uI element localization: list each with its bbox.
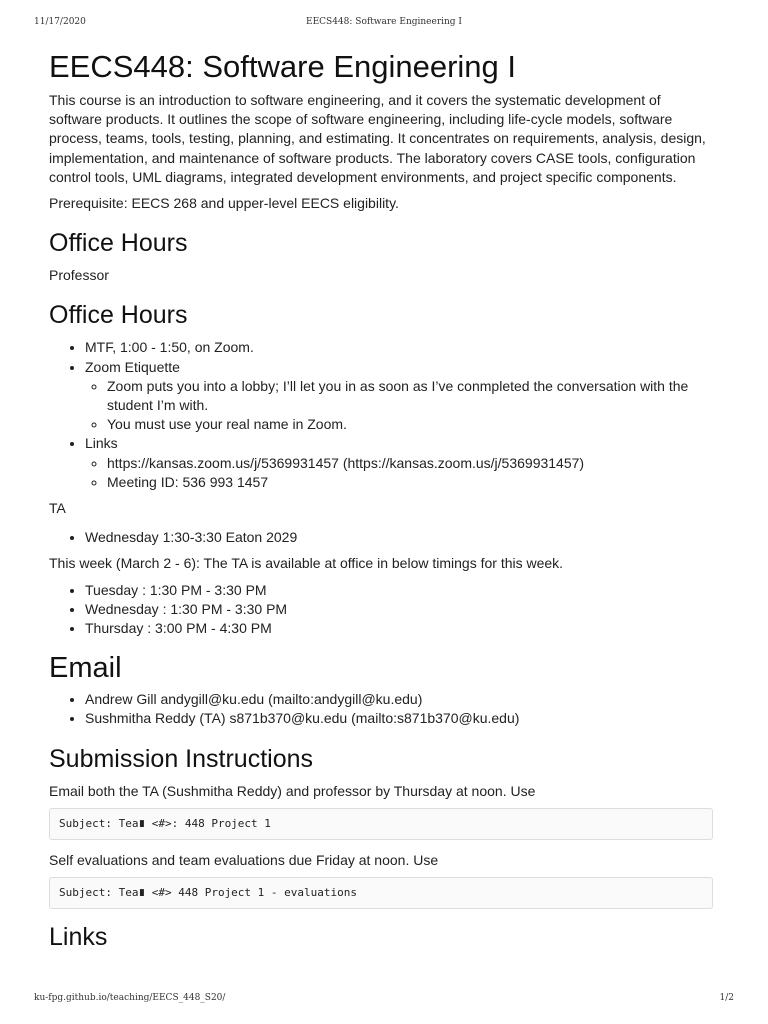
page-title: EECS448: Software Engineering I — [49, 49, 516, 84]
this-week-text: This week (March 2 - 6): The TA is available at office in below timings for this week. — [49, 555, 564, 572]
office-hours-heading-2: Office Hours — [49, 301, 188, 330]
evaluation-text: Self evaluations and team evaluations due Friday at noon. Use — [49, 851, 439, 868]
list-item: ◦ You must use your real name in Zoom. — [107, 415, 713, 434]
list-item — [85, 434, 713, 492]
list-item: • Wednesday : 1:30 PM - 3:30 PM — [85, 600, 713, 619]
professor-label: Professor — [49, 267, 109, 284]
code-block-subject: Subject: Tea∎ <#>: 448 Project 1 — [49, 808, 713, 840]
page-number: 1/2 — [719, 993, 734, 1003]
list-item: ◦ Meeting ID: 536 993 1457 — [107, 473, 713, 492]
zoom-links-list — [85, 454, 713, 492]
list-item: • Wednesday 1:30-3:30 Eaton 2029 — [85, 528, 713, 547]
office-hours-heading: Office Hours — [49, 229, 188, 258]
zoom-etiquette-list — [85, 377, 713, 435]
office-hours-list — [49, 338, 713, 492]
print-header — [0, 17, 768, 31]
list-item: • MTF, 1:00 - 1:50, on Zoom. — [85, 338, 713, 357]
links-label: Links — [85, 435, 118, 452]
ta-label: TA — [49, 500, 66, 517]
code-block-evaluations: Subject: Tea∎ <#> 448 Project 1 - evaluations — [49, 877, 713, 909]
ta-hours-list — [49, 528, 713, 547]
email-list — [49, 690, 713, 728]
list-item: • Tuesday : 1:30 PM - 3:30 PM — [85, 581, 713, 600]
this-week-list — [49, 581, 713, 639]
course-description: This course is an introduction to software engineering, and it covers the systematic development of software products. It outlines the scope of software engineering, including life-cycle models, software process, teams, tools, testing, planning, and estimating. It concentrates on requirements, analysis, design, implementation, and maintenance of software products. The laboratory covers CASE tools, configuration control tools, UML diagrams, integrated development environments, and project specific components. — [49, 92, 706, 185]
submission-heading: Submission Instructions — [49, 744, 314, 773]
print-url: ku-fpg.github.io/teaching/EECS_448_S20/ — [34, 993, 226, 1003]
print-date: 11/17/2020 — [34, 17, 86, 27]
email-link[interactable]: • Sushmitha Reddy (TA) s871b370@ku.edu (mailto:s871b370@ku.edu) — [85, 709, 713, 728]
zoom-etiquette-label: Zoom Etiquette — [85, 358, 180, 375]
zoom-link[interactable]: ◦ https://kansas.zoom.us/j/5369931457 (https://kansas.zoom.us/j/5369931457) — [107, 454, 713, 473]
links-heading: Links — [49, 923, 108, 952]
prerequisite-text: Prerequisite: EECS 268 and upper-level EECS eligibility. — [49, 195, 399, 212]
email-heading: Email — [49, 652, 122, 685]
submission-text: Email both the TA (Sushmitha Reddy) and professor by Thursday at noon. Use — [49, 782, 536, 799]
list-item: • Thursday : 3:00 PM - 4:30 PM — [85, 619, 713, 638]
print-footer — [0, 993, 768, 1007]
list-item: ◦ Zoom puts you into a lobby; I’ll let you in as soon as I’ve conmpleted the conversation with the student I’m with. — [107, 377, 713, 415]
document-body — [49, 47, 713, 953]
email-link[interactable]: • Andrew Gill andygill@ku.edu (mailto:andygill@ku.edu) — [85, 690, 713, 709]
list-item — [85, 358, 713, 435]
print-title: EECS448: Software Engineering I — [306, 17, 462, 27]
